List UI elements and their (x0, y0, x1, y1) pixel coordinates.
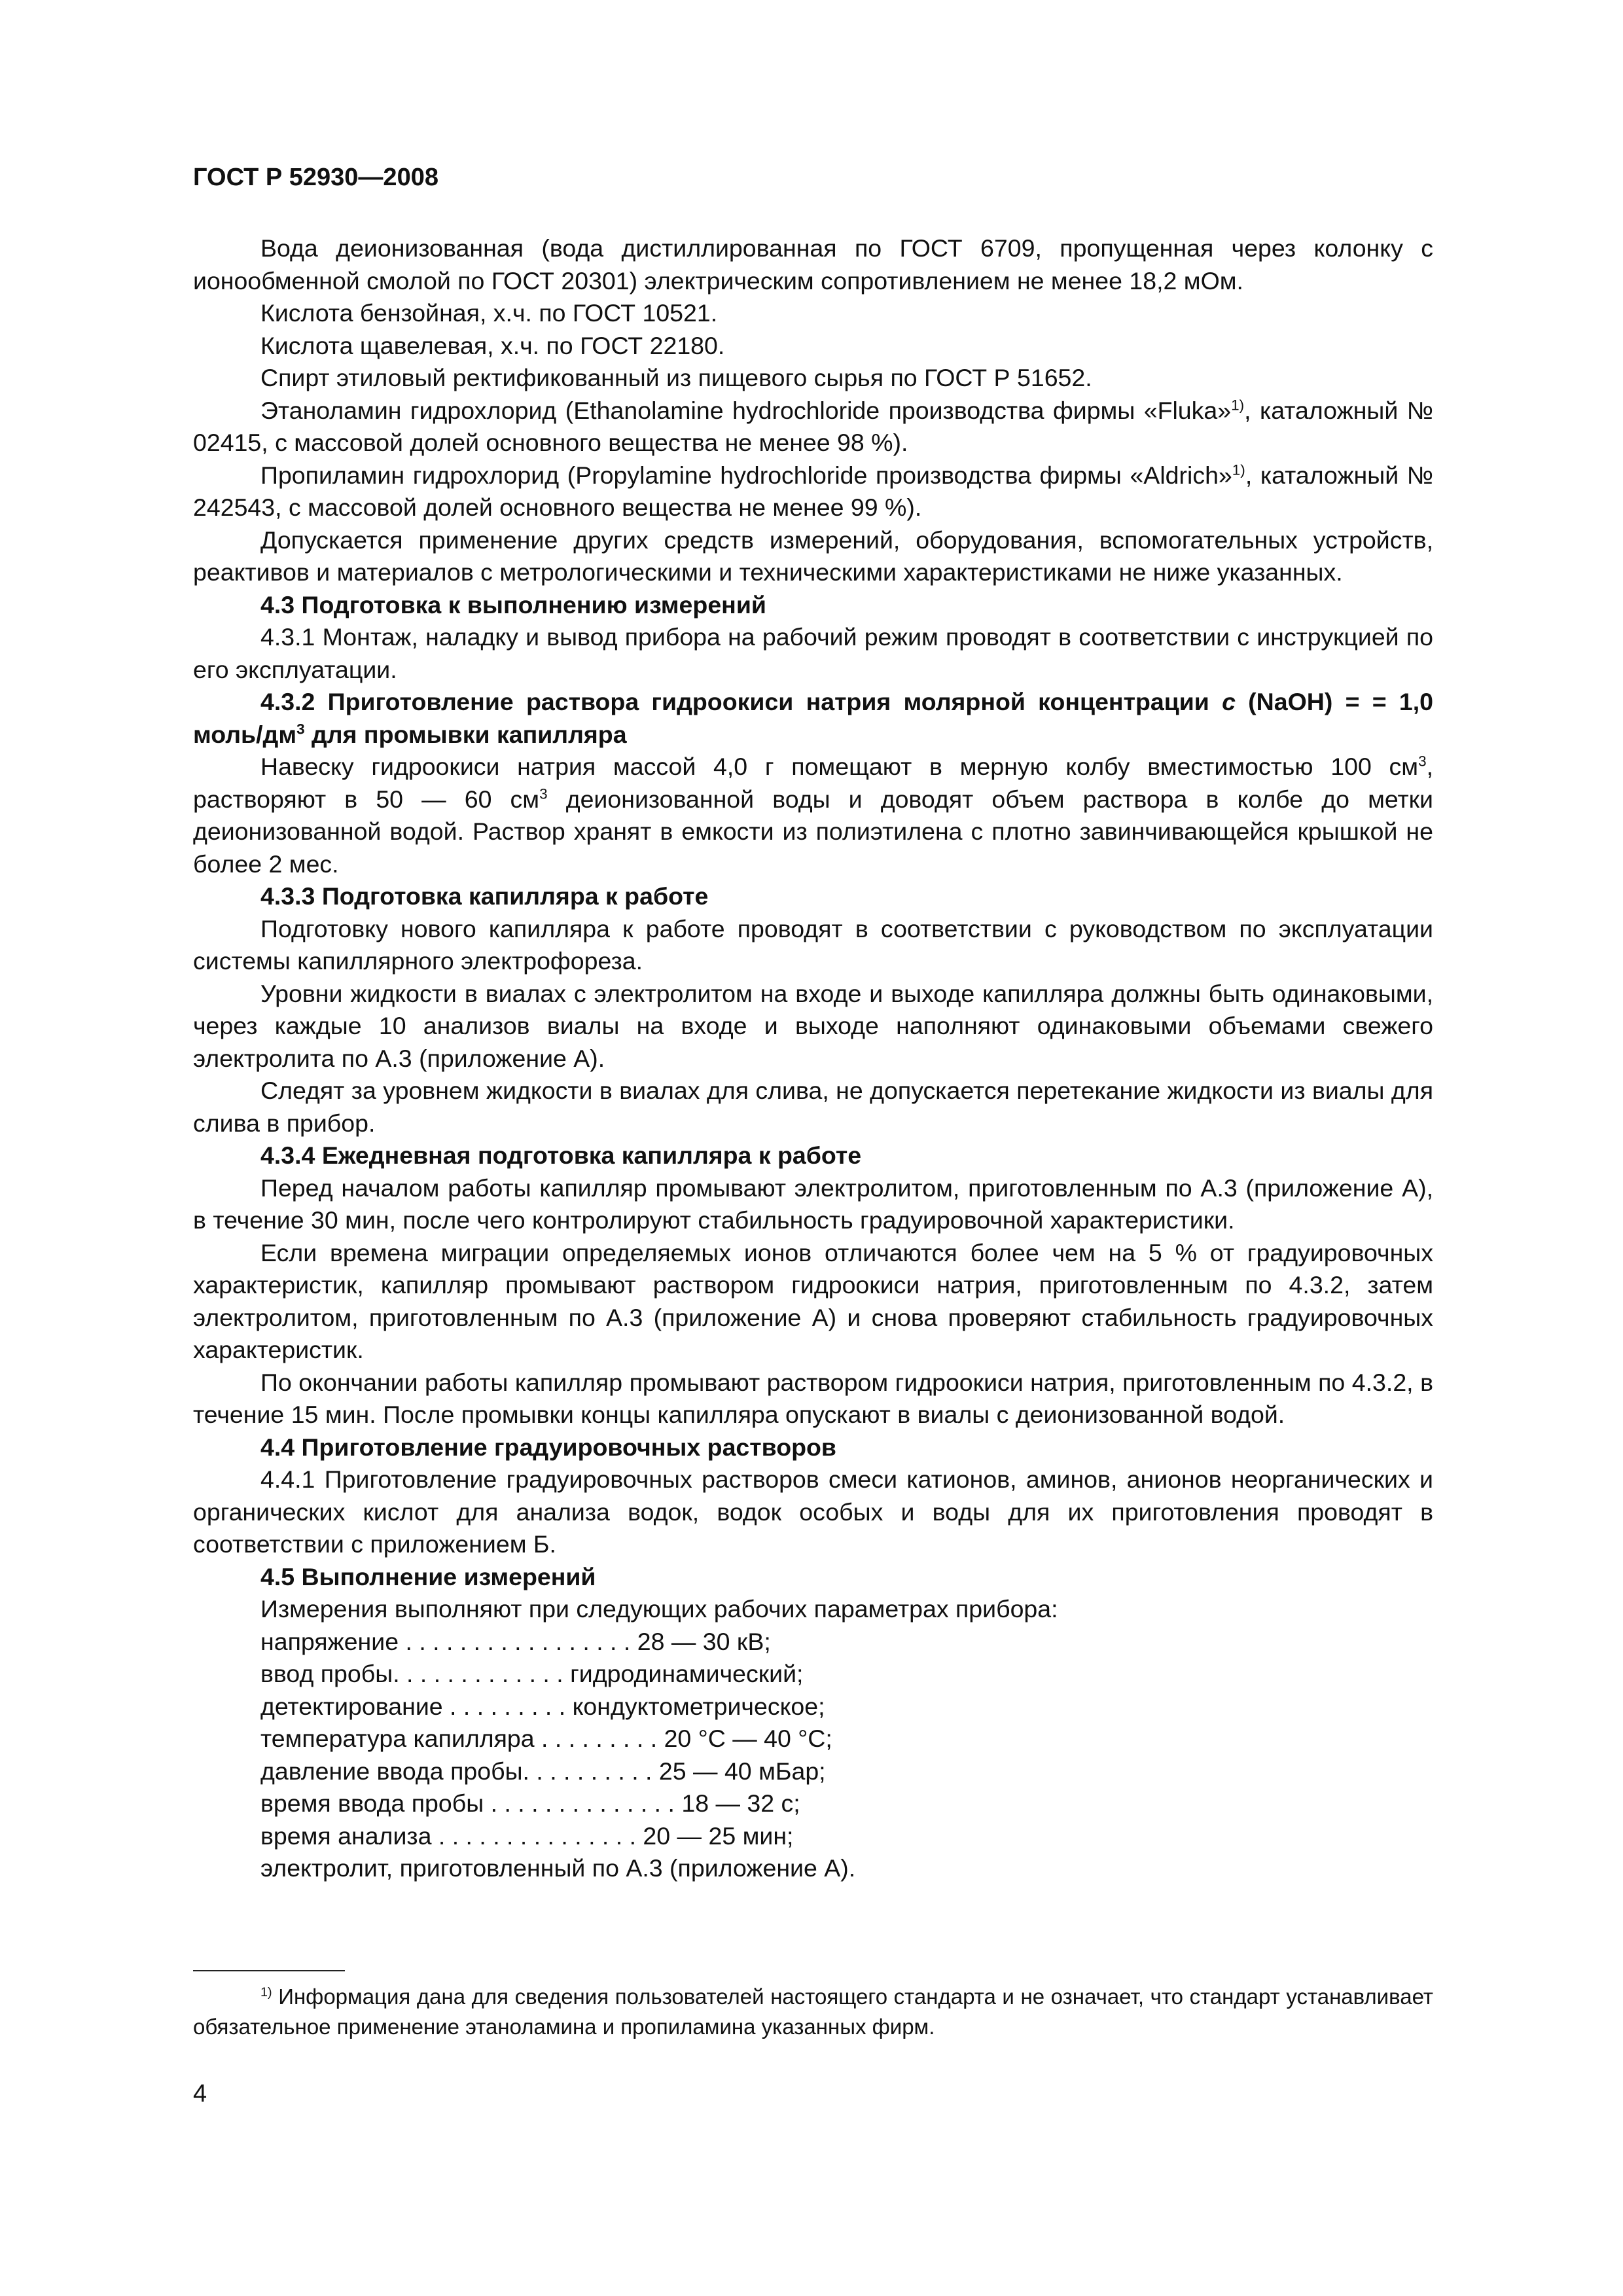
text-sup: 3 (539, 785, 548, 802)
param-row (260, 1723, 1433, 1755)
param-row (260, 1626, 1433, 1659)
param-label: напряжение . . . . . . . . . . . . . . . . . (260, 1627, 631, 1655)
title-sup: 3 (296, 721, 305, 737)
param-label: ввод пробы. . . . . . . . . . . . . (260, 1660, 563, 1687)
reagent-benzoic-acid: Кислота бензойная, х.ч. по ГОСТ 10521. (260, 299, 718, 327)
text-part: деионизованной воды и доводят объем раствора в колбе до метки деионизованной водой. Раствор хранят в емкости из полиэтилена с плотно завинчивающейся крышкой не более 2 мес. (193, 785, 1434, 878)
section-4-3-3-p3: Следят за уровнем жидкости в виалах для слива, не допускается перетекание жидкости из виалы для слива в прибор. (193, 1077, 1433, 1137)
section-4-3-1: 4.3.1 Монтаж, наладку и вывод прибора на рабочий режим проводят в соответствии с инструкцией по его эксплуатации. (193, 623, 1433, 683)
section-4-3-4-title: 4.3.4 Ежедневная подготовка капилляра к работе (260, 1141, 862, 1169)
title-part: (NaOH) = = 1,0 моль/дм (193, 688, 1433, 748)
param-row (260, 1755, 1433, 1788)
ethanolamine-text-end: , каталожный № 02415, с массовой долей основного вещества не менее 98 %). (193, 396, 1433, 456)
section-4-5-title: 4.5 Выполнение измерений (260, 1562, 596, 1590)
param-label: время ввода пробы . . . . . . . . . . . . . . (260, 1789, 675, 1817)
text-part: , растворяют в 50 — 60 см (193, 753, 1433, 813)
section-4-3-2-text (193, 751, 1433, 880)
section-4-3-4-p1: Перед началом работы капилляр промывают электролитом, приготовленным по А.3 (приложение А), в течение 30 мин, после чего контролируют стабильность градуировочной характеристики. (193, 1174, 1433, 1234)
ethanolamine-text: Этаноламин гидрохлорид (Ethanolamine hydrochloride производства фирмы «Fluka» (260, 396, 1232, 424)
param-value: 18 — 32 с; (681, 1789, 800, 1817)
title-part: 4.3.2 Приготовление раствора гидроокиси натрия молярной концентрации (260, 688, 1222, 715)
param-electrolyte: электролит, приготовленный по А.3 (приложение А). (260, 1854, 856, 1882)
section-4-3-3-p2: Уровни жидкости в виалах с электролитом на входе и выходе капилляра должны быть одинаковыми, через каждые 10 анализов виалы на входе и выходе наполняют одинаковыми объемами свежего электролита по А.3 (приложение А). (193, 979, 1433, 1072)
section-4-3-3-p1: Подготовку нового капилляра к работе проводят в соответствии с руководством по эксплуатации системы капиллярного электрофореза. (193, 914, 1433, 975)
footnote-marker: 1) (260, 1985, 272, 2000)
param-row (260, 1787, 1433, 1820)
title-part: для промывки капилляра (304, 720, 627, 748)
param-value: 28 — 30 кВ; (637, 1627, 771, 1655)
param-value: 25 — 40 мБар; (658, 1757, 826, 1785)
title-var-c: c (1222, 688, 1236, 715)
text-sup: 3 (1418, 753, 1427, 770)
section-4-3-title: 4.3 Подготовка к выполнению измерений (260, 590, 766, 619)
footnote-ref: 1) (1232, 461, 1245, 478)
section-4-3-4-p2: Если времена миграции определяемых ионов отличаются более чем на 5 % от градуировочных характеристик, капилляр промывают раствором гидроокиси натрия, приготовленным по 4.3.2, затем электролитом, приготовленным по А.3 (приложение А) и снова проверяют стабильность градуировочных характеристик. (193, 1238, 1433, 1363)
reagent-water: Вода деионизованная (вода дистиллированная по ГОСТ 6709, пропущенная через колонку с ионообменной смолой по ГОСТ 20301) электрическим сопротивлением не менее 18,2 мОм. (193, 234, 1433, 295)
footnote-ref: 1) (1231, 397, 1245, 413)
param-value: кондуктометрическое; (572, 1692, 825, 1720)
footnote (193, 1982, 1433, 2042)
param-value: гидродинамический; (570, 1660, 804, 1687)
propylamine-text-end: , каталожный № 242543, с массовой долей основного вещества не менее 99 %). (193, 461, 1433, 521)
page-number: 4 (193, 2080, 207, 2108)
param-row (260, 1658, 1433, 1691)
footnote-divider (193, 1970, 345, 1971)
param-label: детектирование . . . . . . . . . (260, 1692, 566, 1720)
propylamine-text: Пропиламин гидрохлорид (Propylamine hydrochloride производства фирмы «Aldrich» (260, 461, 1232, 489)
parameters-list (260, 1626, 1433, 1885)
param-row (260, 1691, 1433, 1723)
reagent-ethanolamine (193, 395, 1433, 459)
reagent-oxalic-acid: Кислота щавелевая, х.ч. по ГОСТ 22180. (260, 331, 725, 359)
param-label: температура капилляра . . . . . . . . . (260, 1725, 658, 1752)
param-value: 20 °С — 40 °С; (664, 1725, 832, 1752)
section-4-5-intro: Измерения выполняют при следующих рабочих параметрах прибора: (260, 1595, 1058, 1623)
section-4-4-1: 4.4.1 Приготовление градуировочных растворов смеси катионов, аминов, анионов неорганических и органических кислот для анализа водок, водок особых и воды для их приготовления проводят в соответствии с приложением Б. (193, 1465, 1433, 1558)
text-part: Навеску гидроокиси натрия массой 4,0 г помещают в мерную колбу вместимостью 100 см (260, 753, 1419, 780)
section-4-3-2-title (193, 686, 1433, 751)
param-value: 20 — 25 мин; (643, 1821, 794, 1850)
param-row (260, 1820, 1433, 1853)
section-4-4-title: 4.4 Приготовление градуировочных растворов (260, 1433, 836, 1461)
allowance-paragraph: Допускается применение других средств измерений, оборудования, вспомогательных устройств, реактивов и материалов с метрологическими и техническими характеристиками не ниже указанных. (193, 526, 1433, 586)
document-header: ГОСТ Р 52930—2008 (193, 164, 438, 191)
section-4-3-4-p3: По окончании работы капилляр промывают раствором гидроокиси натрия, приготовленным по 4.3.2, в течение 15 мин. После промывки концы капилляра опускают в виалы с деионизованной водой. (193, 1368, 1433, 1428)
section-4-3-3-title: 4.3.3 Подготовка капилляра к работе (260, 882, 709, 910)
param-label: время анализа . . . . . . . . . . . . . . . (260, 1821, 636, 1850)
param-label: давление ввода пробы. . . . . . . . . . (260, 1757, 652, 1785)
document-body (193, 232, 1433, 1885)
footnote-text: Информация дана для сведения пользователей настоящего стандарта и не означает, что стандарт устанавливает обязательное применение этаноламина и пропиламина указанных фирм. (193, 1984, 1433, 2039)
reagent-ethanol: Спирт этиловый ректификованный из пищевого сырья по ГОСТ Р 51652. (260, 364, 1092, 391)
reagent-propylamine (193, 459, 1433, 524)
